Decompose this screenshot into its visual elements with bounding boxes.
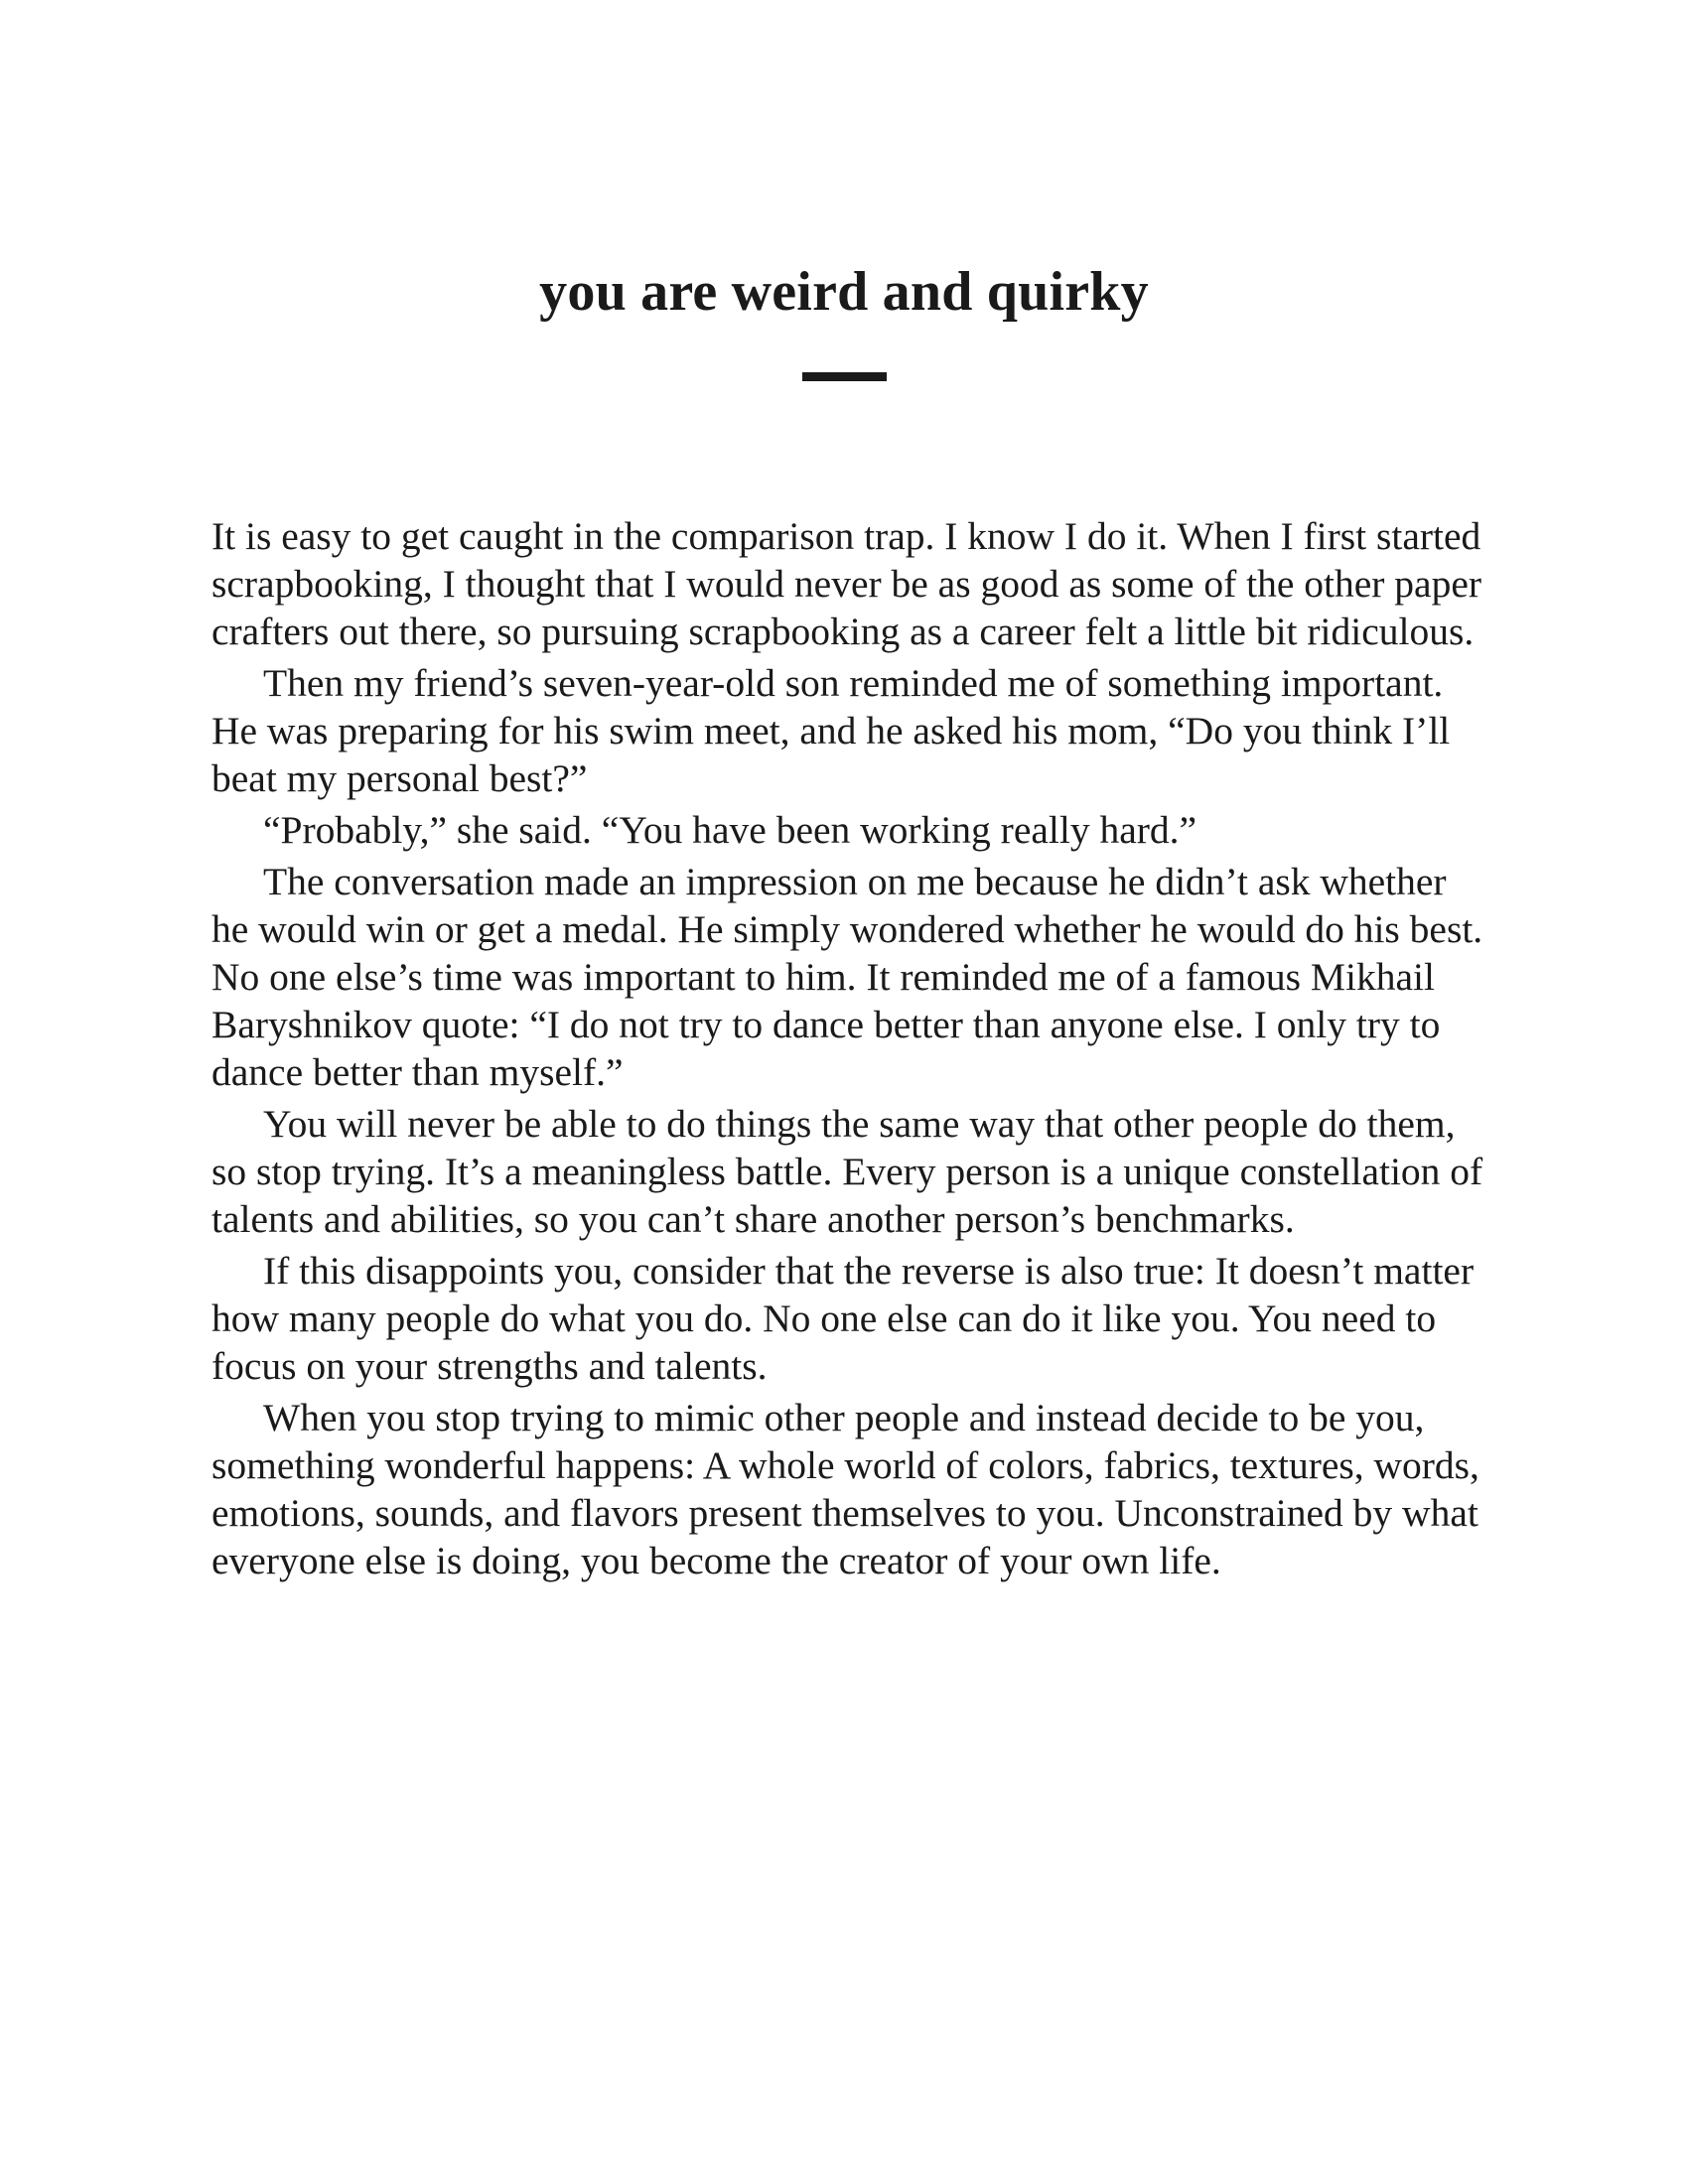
paragraph: It is easy to get caught in the comparison trap. I know I do it. When I first started scrapbooking, I thought that I would never be as good as some of the other paper crafters out there, so pursuing scrapbooking as a career felt a little bit ridiculous.	[211, 514, 1482, 653]
paragraph: Then my friend’s seven-year-old son reminded me of something important. He was preparing for his swim meet, and he asked his mom, “Do you think I’ll beat my personal best?”	[211, 661, 1451, 800]
paragraph: The conversation made an impression on me because he didn’t ask whether he would win or get a medal. He simply wondered whether he would do his best. No one else’s time was important to him. It reminded me of a famous Mikhail Baryshnikov quote: “I do not try to dance better than anyone else. I only try to dance better than myself.”	[211, 860, 1483, 1094]
paragraph: “Probably,” she said. “You have been working really hard.”	[263, 808, 1197, 852]
paragraph: When you stop trying to mimic other people and instead decide to be you, something wonderful happens: A whole world of colors, fabrics, textures, words, emotions, sounds, and flavors present themselves to you. Unconstrained by what everyone else is doing, you become the creator of your own life.	[211, 1396, 1479, 1582]
title-divider	[802, 372, 887, 381]
paragraph: You will never be able to do things the same way that other people do them, so stop trying. It’s a meaningless battle. Every person is a unique constellation of talents and abilities, so you can’t share another person’s benchmarks.	[211, 1102, 1483, 1241]
body-text	[211, 512, 1492, 1588]
paragraph: If this disappoints you, consider that the reverse is also true: It doesn’t matter how many people do what you do. No one else can do it like you. You need to focus on your strengths and talents.	[211, 1249, 1475, 1388]
chapter-title: you are weird and quirky	[539, 261, 1149, 323]
